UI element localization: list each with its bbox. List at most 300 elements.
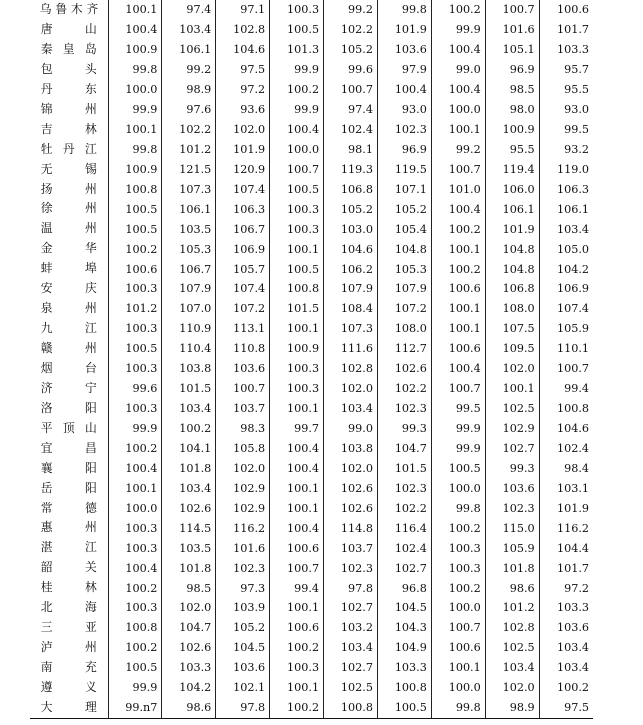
index-value-cell: 99.9 (431, 20, 485, 40)
index-value-cell: 106.7 (216, 219, 270, 239)
index-value-cell: 100.7 (431, 160, 485, 180)
index-value-cell: 102.3 (324, 558, 378, 578)
index-value-cell: 102.8 (216, 20, 270, 40)
index-value-cell: 100.1 (431, 319, 485, 339)
index-value-cell: 100.5 (270, 259, 324, 279)
index-value-cell: 93.0 (377, 100, 431, 120)
table-row (30, 319, 593, 339)
city-name: 南充 (40, 660, 97, 674)
city-name: 泉州 (40, 301, 97, 316)
index-value-cell: 100.1 (270, 239, 324, 259)
city-name: 九江 (40, 321, 97, 336)
index-value-cell: 100.6 (431, 638, 485, 658)
city-name: 三亚 (40, 620, 97, 635)
city-name: 吉林 (40, 121, 97, 136)
index-value-cell: 107.4 (216, 279, 270, 299)
city-cell (30, 319, 108, 339)
index-value-cell: 103.8 (324, 439, 378, 459)
index-value-cell: 102.1 (216, 678, 270, 698)
table-row (30, 339, 593, 359)
index-value-cell: 100.7 (556, 362, 590, 376)
index-value-cell: 100.1 (431, 299, 485, 319)
table-row (30, 100, 593, 120)
city-cell (30, 0, 108, 20)
index-value-cell: 100.6 (431, 339, 485, 359)
table-row (30, 0, 593, 20)
index-value-cell: 99.4 (564, 382, 590, 396)
table-row (30, 678, 593, 698)
index-value-cell: 103.4 (162, 20, 216, 40)
index-value-cell: 105.2 (377, 199, 431, 219)
index-value-cell: 114.8 (324, 518, 378, 538)
index-value-cell: 103.4 (556, 222, 590, 236)
city-name: 锦州 (40, 101, 97, 116)
index-value-cell: 102.6 (324, 479, 378, 499)
index-value-cell: 103.4 (556, 641, 590, 655)
index-value-cell: 97.6 (162, 100, 216, 120)
city-name: 遵义 (40, 679, 97, 694)
table-row (30, 80, 593, 100)
index-value-cell: 100.4 (108, 459, 162, 479)
index-value-cell: 102.6 (324, 498, 378, 518)
city-cell (30, 160, 108, 180)
table-row (30, 60, 593, 80)
index-value-cell: 100.5 (108, 199, 162, 219)
city-name: 常德 (40, 500, 97, 515)
index-value-cell: 102.0 (162, 598, 216, 618)
index-value-cell: 99.5 (431, 399, 485, 419)
index-value-cell: 107.9 (377, 279, 431, 299)
city-cell (30, 140, 108, 160)
index-value-cell: 108.0 (485, 299, 539, 319)
index-value-cell: 103.3 (556, 43, 590, 57)
index-value-cell: 100.4 (270, 518, 324, 538)
index-value-cell: 103.1 (556, 481, 590, 495)
index-value-cell: 100.5 (377, 698, 431, 718)
index-value-cell: 104.7 (162, 618, 216, 638)
index-value-cell: 95.7 (564, 63, 590, 77)
index-value-cell: 100.1 (108, 0, 162, 20)
index-value-cell: 100.5 (431, 459, 485, 479)
index-value-cell: 102.3 (485, 498, 539, 518)
index-value-cell: 100.5 (270, 179, 324, 199)
index-value-cell: 110.1 (556, 342, 590, 356)
index-value-cell: 103.6 (216, 359, 270, 379)
city-cell (30, 399, 108, 419)
index-value-cell: 100.8 (108, 179, 162, 199)
index-value-cell: 114.5 (162, 518, 216, 538)
index-value-cell: 101.2 (162, 140, 216, 160)
city-cell (30, 698, 108, 718)
index-value-cell: 111.6 (324, 339, 378, 359)
table-row (30, 498, 593, 518)
index-value-cell: 101.2 (108, 299, 162, 319)
city-name: 泸州 (40, 640, 97, 655)
index-value-cell: 102.4 (324, 120, 378, 140)
index-value-cell: 100.7 (324, 80, 378, 100)
index-value-cell: 103.4 (162, 399, 216, 419)
index-value-cell: 104.5 (216, 638, 270, 658)
table-row (30, 538, 593, 558)
city-cell (30, 538, 108, 558)
index-value-cell: 93.2 (564, 142, 590, 156)
price-index-sheet (30, 0, 593, 719)
index-value-cell: 100.5 (108, 658, 162, 678)
index-value-cell: 106.8 (324, 179, 378, 199)
index-value-cell: 97.1 (216, 0, 270, 20)
index-value-cell: 100.1 (270, 399, 324, 419)
index-value-cell: 104.2 (162, 678, 216, 698)
city-name: 烟台 (40, 360, 97, 375)
index-value-cell: 100.0 (431, 479, 485, 499)
index-value-cell: 96.9 (485, 60, 539, 80)
city-name: 赣州 (40, 341, 97, 355)
table-row (30, 239, 593, 259)
index-value-cell: 100.4 (270, 459, 324, 479)
index-value-cell: 100.2 (431, 259, 485, 279)
index-value-cell: 116.4 (377, 518, 431, 538)
index-value-cell: 103.4 (324, 638, 378, 658)
city-cell (30, 20, 108, 40)
city-name: 宜昌 (40, 440, 97, 455)
index-value-cell: 99.0 (324, 419, 378, 439)
index-value-cell: 110.4 (162, 339, 216, 359)
index-value-cell: 103.4 (324, 399, 378, 419)
city-cell (30, 658, 108, 678)
index-value-cell: 100.2 (270, 698, 324, 718)
index-value-cell: 100.4 (431, 80, 485, 100)
index-value-cell: 106.9 (556, 282, 590, 296)
index-value-cell: 101.5 (162, 379, 216, 399)
index-value-cell: 102.3 (377, 120, 431, 140)
index-value-cell: 103.9 (216, 598, 270, 618)
index-value-cell: 100.3 (431, 538, 485, 558)
index-value-cell: 98.9 (162, 80, 216, 100)
index-value-cell: 100.1 (270, 498, 324, 518)
city-name: 济宁 (40, 380, 97, 395)
index-value-cell: 100.0 (108, 498, 162, 518)
index-value-cell: 100.4 (431, 359, 485, 379)
table-row (30, 160, 593, 180)
index-value-cell: 104.8 (485, 259, 539, 279)
index-value-cell: 102.6 (377, 359, 431, 379)
index-value-cell: 100.8 (556, 402, 590, 416)
index-value-cell: 102.2 (377, 498, 431, 518)
index-value-cell: 105.0 (556, 242, 590, 256)
index-value-cell: 102.7 (324, 658, 378, 678)
index-value-cell: 100.3 (108, 399, 162, 419)
table-row (30, 199, 593, 219)
city-cell (30, 578, 108, 598)
index-value-cell: 100.3 (108, 359, 162, 379)
index-value-cell: 100.8 (108, 618, 162, 638)
index-value-cell: 99.9 (270, 60, 324, 80)
index-value-cell: 100.1 (270, 598, 324, 618)
index-value-cell: 100.4 (270, 439, 324, 459)
index-value-cell: 116.2 (556, 521, 590, 535)
index-value-cell: 121.5 (162, 160, 216, 180)
index-value-cell: 100.2 (431, 0, 485, 20)
index-value-cell: 100.3 (108, 319, 162, 339)
index-value-cell: 107.4 (216, 179, 270, 199)
index-value-cell: 107.4 (556, 302, 590, 316)
index-value-cell: 99.4 (270, 578, 324, 598)
index-value-cell: 100.6 (270, 618, 324, 638)
index-value-cell: 100.3 (270, 0, 324, 20)
index-value-cell: 106.3 (556, 182, 590, 196)
index-value-cell: 103.4 (162, 479, 216, 499)
index-value-cell: 99.2 (162, 60, 216, 80)
index-value-cell: 100.3 (108, 598, 162, 618)
index-value-cell: 102.0 (485, 678, 539, 698)
city-cell (30, 60, 108, 80)
index-value-cell: 101.8 (162, 459, 216, 479)
index-value-cell: 100.1 (270, 678, 324, 698)
city-cell (30, 339, 108, 359)
index-value-cell: 105.9 (485, 538, 539, 558)
city-name: 惠州 (40, 520, 97, 535)
index-value-cell: 104.8 (377, 239, 431, 259)
index-value-cell: 103.2 (324, 618, 378, 638)
index-value-cell: 95.5 (564, 83, 590, 97)
index-value-cell: 100.4 (431, 40, 485, 60)
index-value-cell: 102.9 (216, 498, 270, 518)
index-value-cell: 102.9 (216, 479, 270, 499)
table-row (30, 638, 593, 658)
index-value-cell: 102.0 (216, 459, 270, 479)
city-name: 金华 (40, 241, 97, 256)
index-value-cell: 97.2 (564, 581, 590, 595)
table-row (30, 658, 593, 678)
index-value-cell: 101.2 (485, 598, 539, 618)
index-value-cell: 100.2 (162, 419, 216, 439)
index-value-cell: 106.1 (162, 199, 216, 219)
index-value-cell: 100.5 (270, 20, 324, 40)
index-value-cell: 115.0 (485, 518, 539, 538)
index-value-cell: 107.2 (216, 299, 270, 319)
table-row (30, 299, 593, 319)
index-value-cell: 107.5 (485, 319, 539, 339)
index-value-cell: 100.4 (270, 120, 324, 140)
index-value-cell: 103.6 (485, 479, 539, 499)
table-row (30, 439, 593, 459)
city-cell (30, 498, 108, 518)
index-value-cell: 100.1 (270, 319, 324, 339)
index-value-cell: 113.1 (216, 319, 270, 339)
index-value-cell: 100.1 (431, 120, 485, 140)
index-value-cell: 100.4 (108, 558, 162, 578)
index-value-cell: 102.2 (324, 20, 378, 40)
index-value-cell: 98.6 (485, 578, 539, 598)
index-value-cell: 97.5 (216, 60, 270, 80)
index-value-cell: 99.6 (108, 379, 162, 399)
index-value-cell: 107.3 (324, 319, 378, 339)
index-value-cell: 98.4 (564, 461, 590, 475)
city-name: 平顶山 (40, 420, 97, 435)
index-value-cell: 99.3 (377, 419, 431, 439)
index-value-cell: 100.3 (270, 658, 324, 678)
city-name: 温州 (40, 221, 97, 236)
city-cell (30, 299, 108, 319)
index-value-cell: 102.3 (216, 558, 270, 578)
table-row (30, 20, 593, 40)
index-value-cell: 102.2 (377, 379, 431, 399)
index-value-cell: 100.7 (431, 379, 485, 399)
index-value-cell: 102.2 (162, 120, 216, 140)
index-value-cell: 99.2 (431, 140, 485, 160)
city-cell (30, 638, 108, 658)
index-value-cell: 100.1 (431, 658, 485, 678)
index-value-cell: 103.7 (216, 399, 270, 419)
index-value-cell: 99.5 (564, 122, 590, 136)
index-value-cell: 104.9 (377, 638, 431, 658)
index-value-cell: 100.8 (324, 698, 378, 718)
index-value-cell: 105.9 (556, 322, 590, 336)
index-value-cell: 101.6 (485, 20, 539, 40)
index-value-cell: 101.9 (485, 219, 539, 239)
index-value-cell: 95.5 (485, 140, 539, 160)
index-value-cell: 102.4 (556, 441, 590, 455)
city-name: 北海 (40, 600, 97, 615)
index-value-cell: 99.8 (377, 0, 431, 20)
index-value-cell: 104.6 (556, 422, 590, 436)
city-name: 安庆 (40, 281, 97, 296)
index-value-cell: 101.5 (377, 459, 431, 479)
index-value-cell: 119.5 (377, 160, 431, 180)
index-value-cell: 100.6 (108, 259, 162, 279)
city-cell (30, 379, 108, 399)
index-value-cell: 105.2 (216, 618, 270, 638)
index-value-cell: 93.0 (564, 103, 590, 117)
index-value-cell: 100.2 (431, 219, 485, 239)
table-row (30, 120, 593, 140)
index-value-cell: 105.8 (216, 439, 270, 459)
city-cell (30, 239, 108, 259)
index-value-cell: 103.8 (162, 359, 216, 379)
index-value-cell: 110.8 (216, 339, 270, 359)
index-value-cell: 101.9 (216, 140, 270, 160)
index-value-cell: 98.3 (216, 419, 270, 439)
city-cell (30, 678, 108, 698)
index-value-cell: 100.3 (270, 379, 324, 399)
index-value-cell: 100.9 (270, 339, 324, 359)
index-value-cell: 100.3 (108, 279, 162, 299)
index-value-cell: 107.1 (377, 179, 431, 199)
index-value-cell: 119.0 (556, 162, 590, 176)
city-cell (30, 479, 108, 499)
city-cell (30, 80, 108, 100)
index-value-cell: 102.3 (377, 399, 431, 419)
index-value-cell: 105.4 (377, 219, 431, 239)
index-value-cell: 102.0 (485, 359, 539, 379)
city-cell (30, 40, 108, 60)
index-value-cell: 105.2 (324, 199, 378, 219)
index-value-cell: 116.2 (216, 518, 270, 538)
index-value-cell: 99.9 (270, 100, 324, 120)
index-value-cell: 104.1 (162, 439, 216, 459)
index-value-cell: 100.2 (108, 239, 162, 259)
index-value-cell: 103.5 (162, 538, 216, 558)
index-value-cell: 98.6 (162, 698, 216, 718)
table-row (30, 399, 593, 419)
index-value-cell: 100.2 (431, 578, 485, 598)
city-name: 丹东 (40, 81, 97, 96)
index-value-cell: 119.3 (324, 160, 378, 180)
index-value-cell: 100.8 (270, 279, 324, 299)
city-name: 大理 (40, 699, 97, 714)
city-cell (30, 518, 108, 538)
index-value-cell: 105.2 (324, 40, 378, 60)
table-row (30, 140, 593, 160)
city-cell (30, 598, 108, 618)
index-value-cell: 102.7 (324, 598, 378, 618)
index-value-cell: 99.8 (431, 698, 485, 718)
index-value-cell: 106.7 (162, 259, 216, 279)
city-cell (30, 120, 108, 140)
index-value-cell: 99.n7 (108, 698, 162, 718)
city-cell (30, 100, 108, 120)
city-name: 湛江 (40, 540, 97, 555)
index-value-cell: 98.0 (485, 100, 539, 120)
index-value-cell: 105.7 (216, 259, 270, 279)
index-value-cell: 97.9 (377, 60, 431, 80)
city-name: 无锡 (40, 161, 97, 176)
index-value-cell: 98.5 (485, 80, 539, 100)
index-value-cell: 98.9 (485, 698, 539, 718)
index-value-cell: 100.9 (485, 120, 539, 140)
index-value-cell: 100.2 (108, 439, 162, 459)
index-value-cell: 103.0 (324, 219, 378, 239)
index-value-cell: 100.1 (270, 479, 324, 499)
index-value-cell: 102.6 (162, 498, 216, 518)
index-value-cell: 100.6 (431, 279, 485, 299)
index-value-cell: 120.9 (216, 160, 270, 180)
index-value-cell: 100.3 (270, 359, 324, 379)
city-name: 襄阳 (40, 460, 97, 475)
city-name: 桂林 (40, 580, 97, 595)
index-value-cell: 100.2 (270, 638, 324, 658)
index-value-cell: 103.4 (485, 658, 539, 678)
index-value-cell: 102.4 (377, 538, 431, 558)
index-value-cell: 103.7 (324, 538, 378, 558)
index-value-cell: 100.0 (431, 678, 485, 698)
index-value-cell: 103.6 (216, 658, 270, 678)
table-row (30, 479, 593, 499)
table-row (30, 279, 593, 299)
index-value-cell: 110.9 (162, 319, 216, 339)
table-row (30, 459, 593, 479)
index-value-cell: 119.4 (485, 160, 539, 180)
index-value-cell: 102.8 (324, 359, 378, 379)
index-value-cell: 102.6 (162, 638, 216, 658)
index-value-cell: 103.3 (556, 601, 590, 615)
city-cell (30, 259, 108, 279)
city-cell (30, 459, 108, 479)
index-value-cell: 104.8 (485, 239, 539, 259)
table-row (30, 618, 593, 638)
index-value-cell: 100.3 (270, 199, 324, 219)
index-value-cell: 100.4 (377, 80, 431, 100)
index-value-cell: 97.4 (324, 100, 378, 120)
index-value-cell: 100.5 (108, 339, 162, 359)
index-value-cell: 97.8 (324, 578, 378, 598)
index-value-cell: 106.1 (556, 202, 590, 216)
index-value-cell: 104.4 (556, 541, 590, 555)
index-value-cell: 100.1 (485, 379, 539, 399)
index-value-cell: 100.2 (108, 638, 162, 658)
index-value-cell: 100.3 (431, 558, 485, 578)
index-value-cell: 107.3 (162, 179, 216, 199)
